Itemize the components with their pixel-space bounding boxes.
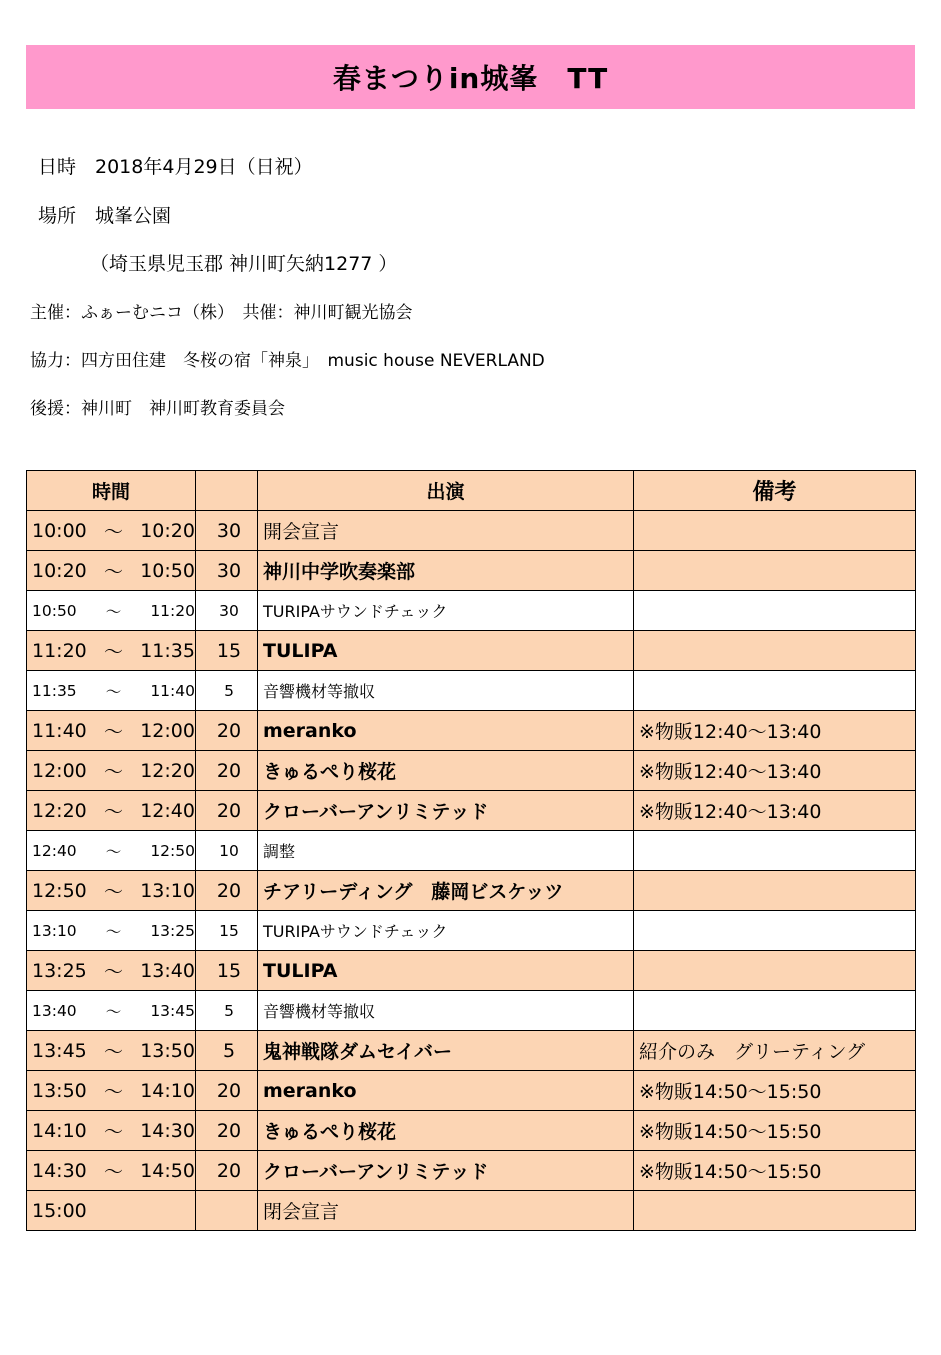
duration-cell: 10: [196, 831, 258, 871]
end-time: 13:50: [140, 1039, 195, 1062]
time-cell: [27, 871, 196, 911]
table-row: [27, 1151, 916, 1191]
time-cell: [27, 551, 196, 591]
remark-cell: 紹介のみ グリーティング: [634, 1031, 916, 1071]
time-separator: ～: [105, 682, 122, 701]
table-row: [27, 671, 916, 711]
end-time: 14:50: [140, 1159, 195, 1182]
duration-cell: 15: [196, 951, 258, 991]
duration-cell: 5: [196, 671, 258, 711]
title-banner: [26, 45, 915, 109]
table-row: [27, 871, 916, 911]
duration-cell: [196, 1191, 258, 1231]
time-separator: ～: [103, 961, 123, 983]
start-time: 10:00: [32, 519, 87, 542]
event-cooperation: 協力：四方田住建 冬桜の宿「神泉」 music house NEVERLAND: [30, 351, 545, 371]
end-time: 11:20: [150, 601, 195, 620]
end-time: 13:25: [150, 921, 195, 940]
remark-cell: [634, 831, 916, 871]
time-separator: ～: [103, 1121, 123, 1143]
table-row: [27, 511, 916, 551]
performer-cell: meranko: [258, 711, 634, 751]
event-address: （埼玉県児玉郡 神川町矢納1277 ）: [90, 253, 398, 275]
performer-cell: TULIPA: [258, 631, 634, 671]
time-separator: ～: [103, 761, 123, 783]
remark-cell: [634, 1191, 916, 1231]
remark-cell: [634, 671, 916, 711]
duration-cell: 5: [196, 1031, 258, 1071]
end-time: 12:00: [140, 719, 195, 742]
remark-cell: ※物販14:50～15:50: [634, 1151, 916, 1191]
header-duration: [196, 471, 258, 511]
table-row: [27, 591, 916, 631]
start-time: 11:40: [32, 719, 87, 742]
performer-cell: 音響機材等撤収: [258, 671, 634, 711]
start-time: 15:00: [32, 1199, 87, 1222]
start-time: 13:40: [32, 1001, 77, 1020]
duration-cell: 20: [196, 1111, 258, 1151]
time-cell: [27, 991, 196, 1031]
performer-cell: 調整: [258, 831, 634, 871]
duration-cell: 20: [196, 711, 258, 751]
time-separator: ～: [103, 1161, 123, 1183]
time-separator: ～: [103, 881, 123, 903]
table-row: [27, 911, 916, 951]
remark-cell: [634, 631, 916, 671]
table-row: [27, 551, 916, 591]
performer-cell: TULIPA: [258, 951, 634, 991]
end-time: 14:10: [140, 1079, 195, 1102]
end-time: 13:40: [140, 959, 195, 982]
remark-cell: ※物販12:40～13:40: [634, 711, 916, 751]
table-row: [27, 631, 916, 671]
event-support: 後援：神川町 神川町教育委員会: [30, 399, 285, 419]
table-row: [27, 831, 916, 871]
end-time: 12:40: [140, 799, 195, 822]
remark-cell: [634, 511, 916, 551]
performer-cell: 鬼神戦隊ダムセイバー: [258, 1031, 634, 1071]
schedule-table: [26, 470, 916, 1231]
remark-cell: [634, 991, 916, 1031]
time-separator: ～: [103, 561, 123, 583]
performer-cell: TURIPAサウンドチェック: [258, 911, 634, 951]
start-time: 12:00: [32, 759, 87, 782]
table-row: [27, 1071, 916, 1111]
start-time: 10:50: [32, 601, 77, 620]
time-cell: [27, 1191, 196, 1231]
performer-cell: TURIPAサウンドチェック: [258, 591, 634, 631]
duration-cell: 30: [196, 591, 258, 631]
duration-cell: 20: [196, 1151, 258, 1191]
start-time: 13:10: [32, 921, 77, 940]
end-time: 14:30: [140, 1119, 195, 1142]
time-separator: ～: [103, 1041, 123, 1063]
start-time: 11:20: [32, 639, 87, 662]
start-time: 13:50: [32, 1079, 87, 1102]
end-time: 13:45: [150, 1001, 195, 1020]
time-cell: [27, 1111, 196, 1151]
table-header-row: [27, 471, 916, 511]
duration-cell: 30: [196, 511, 258, 551]
remark-cell: [634, 951, 916, 991]
time-cell: [27, 831, 196, 871]
event-organizer: 主催：ふぁーむニコ（株） 共催：神川町観光協会: [30, 303, 413, 323]
start-time: 12:40: [32, 841, 77, 860]
time-cell: [27, 1031, 196, 1071]
time-cell: [27, 751, 196, 791]
duration-cell: 30: [196, 551, 258, 591]
time-cell: [27, 1071, 196, 1111]
performer-cell: きゅるぺり桜花: [258, 1111, 634, 1151]
end-time: 12:50: [150, 841, 195, 860]
time-cell: [27, 671, 196, 711]
start-time: 11:35: [32, 681, 77, 700]
end-time: 13:10: [140, 879, 195, 902]
start-time: 13:25: [32, 959, 87, 982]
schedule-body: [27, 511, 916, 1231]
remark-cell: ※物販12:40～13:40: [634, 751, 916, 791]
time-separator: ～: [103, 721, 123, 743]
start-time: 10:20: [32, 559, 87, 582]
table-row: [27, 751, 916, 791]
start-time: 12:20: [32, 799, 87, 822]
time-cell: [27, 791, 196, 831]
performer-cell: 神川中学吹奏楽部: [258, 551, 634, 591]
remark-cell: [634, 911, 916, 951]
table-row: [27, 1191, 916, 1231]
event-date: 日時 2018年4月29日（日祝）: [38, 156, 313, 178]
start-time: 12:50: [32, 879, 87, 902]
time-separator: ～: [105, 602, 122, 621]
table-row: [27, 951, 916, 991]
duration-cell: 15: [196, 631, 258, 671]
performer-cell: チアリーディング 藤岡ビスケッツ: [258, 871, 634, 911]
performer-cell: クローバーアンリミテッド: [258, 1151, 634, 1191]
end-time: 10:20: [140, 519, 195, 542]
time-cell: [27, 911, 196, 951]
duration-cell: 15: [196, 911, 258, 951]
start-time: 14:10: [32, 1119, 87, 1142]
duration-cell: 20: [196, 791, 258, 831]
remark-cell: [634, 871, 916, 911]
time-cell: [27, 951, 196, 991]
performer-cell: 音響機材等撤収: [258, 991, 634, 1031]
remark-cell: [634, 591, 916, 631]
event-place: 場所 城峯公園: [38, 205, 172, 227]
time-separator: ～: [103, 1081, 123, 1103]
table-row: [27, 711, 916, 751]
time-separator: ～: [105, 1002, 122, 1021]
table-row: [27, 1031, 916, 1071]
time-separator: ～: [103, 641, 123, 663]
header-performer: 出演: [258, 471, 634, 511]
table-row: [27, 991, 916, 1031]
end-time: 10:50: [140, 559, 195, 582]
duration-cell: 5: [196, 991, 258, 1031]
duration-cell: 20: [196, 751, 258, 791]
remark-cell: ※物販12:40～13:40: [634, 791, 916, 831]
performer-cell: きゅるぺり桜花: [258, 751, 634, 791]
table-row: [27, 791, 916, 831]
time-cell: [27, 511, 196, 551]
start-time: 14:30: [32, 1159, 87, 1182]
time-cell: [27, 1151, 196, 1191]
time-separator: ～: [105, 842, 122, 861]
page-title: 春まつりin城峯 TT: [332, 62, 609, 95]
header-time: 時間: [27, 471, 196, 511]
table-row: [27, 1111, 916, 1151]
time-separator: ～: [103, 801, 123, 823]
time-cell: [27, 591, 196, 631]
duration-cell: 20: [196, 1071, 258, 1111]
time-cell: [27, 711, 196, 751]
performer-cell: 開会宣言: [258, 511, 634, 551]
performer-cell: クローバーアンリミテッド: [258, 791, 634, 831]
end-time: 11:40: [150, 681, 195, 700]
end-time: 12:20: [140, 759, 195, 782]
time-separator: ～: [103, 521, 123, 543]
time-separator: ～: [105, 922, 122, 941]
performer-cell: meranko: [258, 1071, 634, 1111]
remark-cell: [634, 551, 916, 591]
time-cell: [27, 631, 196, 671]
header-remarks: 備考: [634, 471, 916, 511]
performer-cell: 閉会宣言: [258, 1191, 634, 1231]
remark-cell: ※物販14:50～15:50: [634, 1071, 916, 1111]
duration-cell: 20: [196, 871, 258, 911]
start-time: 13:45: [32, 1039, 87, 1062]
end-time: 11:35: [140, 639, 195, 662]
remark-cell: ※物販14:50～15:50: [634, 1111, 916, 1151]
